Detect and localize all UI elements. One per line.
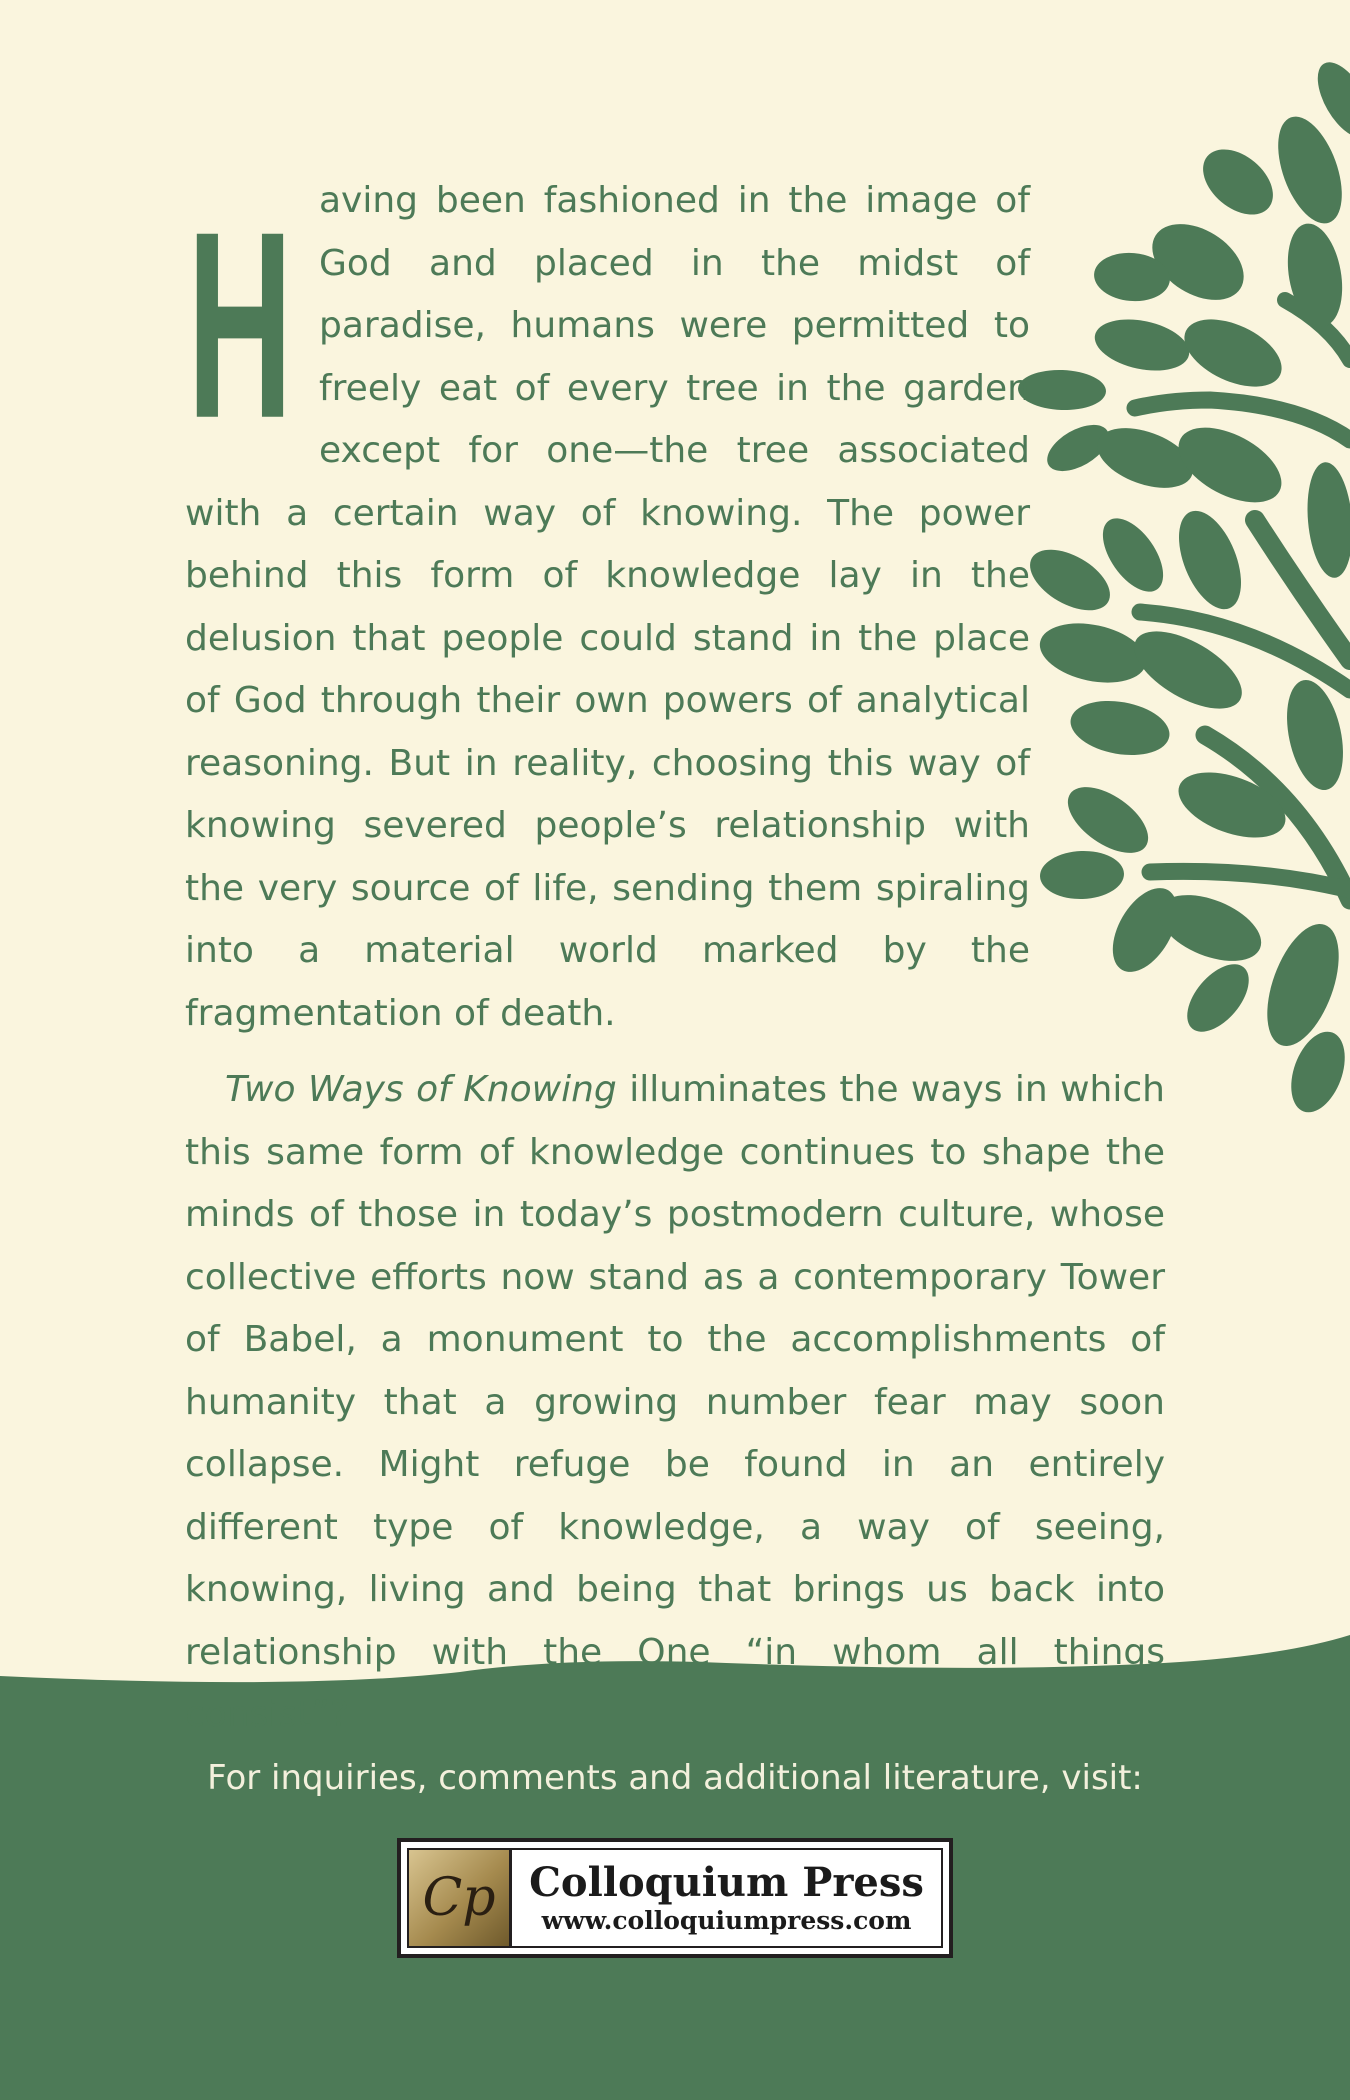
publisher-url: www.colloquiumpress.com bbox=[541, 1906, 912, 1935]
publisher-name: Colloquium Press bbox=[529, 1859, 924, 1906]
publisher-logo bbox=[397, 1838, 953, 1958]
svg-text:H: H bbox=[187, 176, 293, 474]
monogram: Cp bbox=[409, 1850, 512, 1946]
paragraph-1 bbox=[185, 170, 1030, 1045]
paragraph-2 bbox=[185, 1059, 1165, 1747]
drop-cap bbox=[185, 176, 295, 474]
paragraph-2-text: illuminates the ways in which this same form of knowledge continues to shape the minds of those in today’s postmodern culture, whose collective efforts now stand as a contemporary Tower of Babel, a monument to the accomplishments of humanity that a growing number fear may soon collapse. Might refuge be found in an entirely different type of knowledge, a way of seeing, knowing, living and being that brings us back into relationship with the One “in whom all things consist”? bbox=[185, 1069, 1165, 1735]
book-title: Two Ways of Knowing bbox=[225, 1069, 617, 1110]
inquiry-text: For inquiries, comments and additional literature, visit: bbox=[207, 1758, 1143, 1798]
blurb-text bbox=[185, 170, 1165, 1747]
paragraph-1-text: aving been fashioned in the image of God and placed in the midst of paradise, humans were permitted to freely eat of every tree in the garden except for one—the tree associated with a certain way of knowing. The power behind this form of knowledge lay in the delusion that people could stand in the place of God through their own powers of analytical reasoning. But in reality, choosing this way of knowing severed people’s relationship with the very source of life, sending them spiraling into a material world marked by the fragmentation of death. bbox=[185, 180, 1030, 1034]
